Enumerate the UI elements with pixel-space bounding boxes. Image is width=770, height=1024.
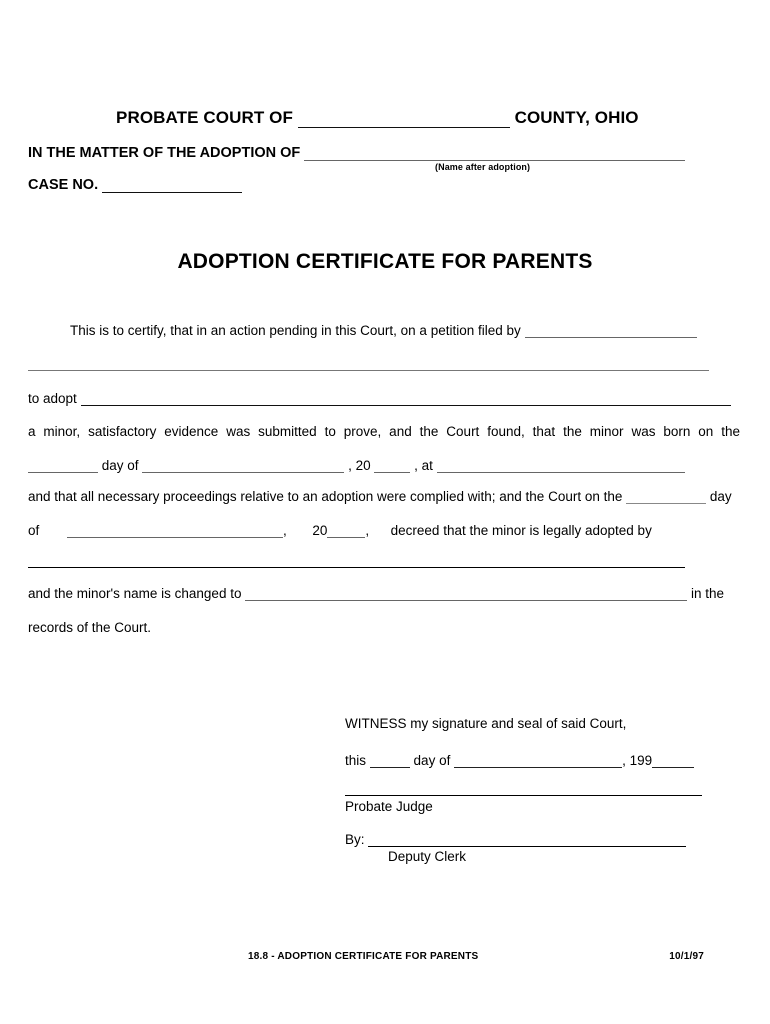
birth-year-prefix: , 20 [348,458,371,473]
certify-text: This is to certify, that in an action pending in this Court, on a petition filed by [70,323,521,338]
body-line-records: records of the Court. [28,620,152,635]
adoptee-name-blank[interactable] [304,147,685,161]
birth-day-of-label: day of [101,458,139,473]
birth-place-blank[interactable] [437,459,685,472]
body-line-birth-date [28,459,685,473]
signature-day-blank[interactable] [370,755,410,768]
day-of-label: day of [413,753,451,768]
case-number-label: CASE NO. [28,177,99,193]
decree-day-blank[interactable] [626,490,706,503]
petitioner-name-blank[interactable] [525,324,697,337]
signature-year-blank[interactable] [652,755,694,768]
case-number-blank[interactable] [102,179,242,193]
decree-comma-2: , [365,523,370,538]
deputy-clerk-label: Deputy Clerk [388,849,467,864]
to-adopt-label: to adopt [28,391,77,406]
body-line-proceedings [28,490,732,504]
name-change-suffix: in the [691,586,725,601]
body-line-certify [28,324,697,338]
body-line-name-change [28,587,724,601]
birth-month-blank[interactable] [142,459,344,472]
document-header [28,108,742,193]
year-prefix-label: , 199 [622,753,653,768]
this-label: this [345,753,367,768]
case-number-line [28,177,742,193]
probate-judge-label: Probate Judge [345,799,433,814]
decree-day-label: day [709,489,732,504]
by-label: By: [345,832,365,847]
new-name-blank[interactable] [245,587,687,600]
witness-text: WITNESS my signature and seal of said Court, [345,716,627,731]
body-line-decree [28,524,652,538]
decree-year-prefix: 20 [312,523,328,538]
signature-block [345,716,705,864]
matter-of-adoption-line [28,145,742,161]
birth-year-blank[interactable] [374,459,410,472]
name-after-adoption-caption: (Name after adoption) [435,162,531,172]
petitioner-continuation-rule[interactable] [28,370,709,371]
adoptee-blank[interactable] [81,392,731,405]
proceedings-text: and that all necessary proceedings relative to an adoption were complied with; and the Court on the [28,489,623,504]
probate-judge-signature-rule[interactable] [345,795,702,796]
document-footer [248,951,704,962]
body-line-to-adopt [28,392,731,406]
page-title: ADOPTION CERTIFICATE FOR PARENTS [177,250,593,273]
footer-revision-date: 10/1/97 [669,951,704,962]
decree-comma-1: , [283,523,287,538]
decree-adopted-text: decreed that the minor is legally adopted by [390,523,652,538]
name-change-label: and the minor's name is changed to [28,586,242,601]
birth-at-label: , at [414,458,433,473]
footer-form-id: 18.8 - ADOPTION CERTIFICATE FOR PARENTS [248,951,479,962]
decree-of-label: of [28,523,40,538]
county-name-blank[interactable] [298,113,510,128]
decree-year-blank[interactable] [327,524,365,537]
adoptive-parents-rule[interactable] [28,567,685,568]
signature-month-blank[interactable] [454,755,622,768]
matter-of-adoption-label: IN THE MATTER OF THE ADOPTION OF [28,145,301,161]
probate-court-suffix-label: COUNTY, OHIO [514,108,639,127]
deputy-clerk-signature-blank[interactable] [368,834,686,847]
probate-court-line [28,108,742,128]
body-line-minor-born: a minor, satisfactory evidence was submitted to prove, and the Court found, that the minor was born on the [28,424,740,439]
signature-date-line [345,753,705,768]
probate-court-prefix-label: PROBATE COURT OF [116,108,293,127]
decree-month-blank[interactable] [67,524,283,537]
deputy-clerk-signature-line [345,832,705,847]
birth-day-blank[interactable] [28,459,98,472]
